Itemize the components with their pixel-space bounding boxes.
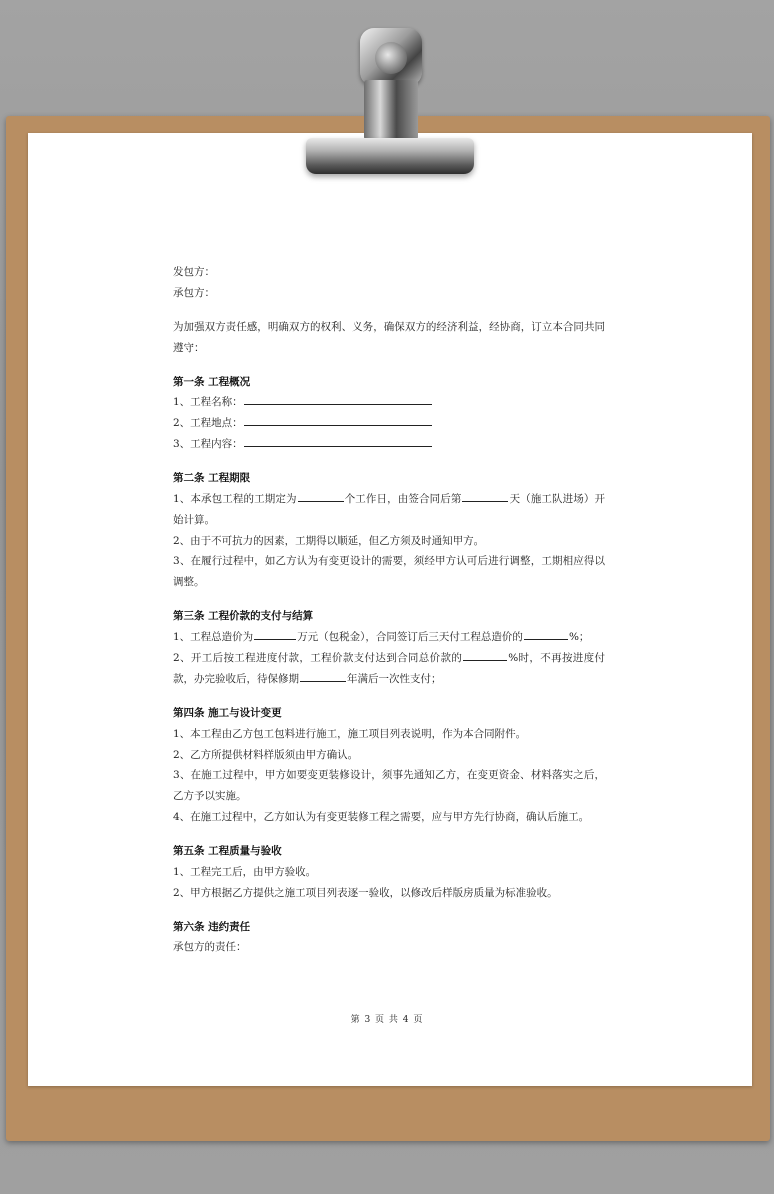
project-location-blank bbox=[244, 414, 432, 426]
binder-clip-hole bbox=[375, 42, 407, 74]
article-2-item-3: 3、在履行过程中，如乙方认为有变更设计的需要，须经甲方认可后进行调整，工期相应得以调整。 bbox=[173, 555, 605, 589]
article-1-title: 第一条 工程概况 bbox=[173, 375, 251, 388]
article-4-item-1: 1、本工程由乙方包工包料进行施工，施工项目列表说明，作为本合同附件。 bbox=[173, 727, 527, 740]
article-1-item-2 bbox=[173, 413, 605, 434]
progress-percent-blank bbox=[463, 649, 507, 661]
article-2-item-2: 2、由于不可抗力的因素，工期得以顺延，但乙方须及时通知甲方。 bbox=[173, 534, 485, 547]
article-3-item-2: 2、开工后按工程进度付款，工程价款支付达到合同总价款的 %时，不再按进度付款，办完验收后，待保修期 年满后一次性支付； bbox=[173, 648, 605, 690]
project-location-label: 2、工程地点： bbox=[173, 417, 243, 430]
article-6-title: 第六条 违约责任 bbox=[173, 920, 251, 933]
total-price-blank bbox=[254, 628, 296, 640]
project-name-blank bbox=[244, 393, 432, 405]
binder-clip-icon bbox=[306, 138, 474, 174]
article-6-item-1: 承包方的责任： bbox=[173, 941, 247, 954]
article-4-title: 第四条 施工与设计变更 bbox=[173, 706, 282, 719]
warranty-years-blank bbox=[300, 670, 346, 682]
start-day-blank bbox=[462, 490, 508, 502]
article-3-item-1: 1、工程总造价为 万元（包税金），合同签订后三天付工程总造价的 %； bbox=[173, 627, 605, 648]
article-4-item-3: 3、在施工过程中，甲方如要变更装修设计，须事先通知乙方，在变更资金、材料落实之后，乙方予以实施。 bbox=[173, 769, 605, 803]
article-4-item-2: 2、乙方所提供材料样版须由甲方确认。 bbox=[173, 748, 359, 761]
party-b-label: 承包方： bbox=[173, 286, 215, 299]
preamble: 为加强双方责任感，明确双方的权利、义务，确保双方的经济利益，经协商，订立本合同共同遵守： bbox=[173, 320, 605, 354]
article-3-title: 第三条 工程价款的支付与结算 bbox=[173, 610, 314, 623]
duration-days-blank bbox=[298, 490, 344, 502]
project-content-blank bbox=[244, 435, 432, 447]
party-a-label: 发包方： bbox=[173, 266, 215, 278]
article-5-title: 第五条 工程质量与验收 bbox=[173, 845, 282, 858]
article-1-item-1 bbox=[173, 392, 605, 413]
article-4-item-4: 4、在施工过程中，乙方如认为有变更装修工程之需要，应与甲方先行协商，确认后施工。 bbox=[173, 811, 590, 824]
article-5-item-1: 1、工程完工后，由甲方验收。 bbox=[173, 865, 317, 878]
binder-clip-neck bbox=[364, 80, 418, 140]
article-5-item-2: 2、甲方根据乙方提供之施工项目列表逐一验收，以修改后样版房质量为标准验收。 bbox=[173, 886, 558, 899]
project-name-label: 1、工程名称： bbox=[173, 396, 243, 409]
contract-body bbox=[173, 262, 605, 958]
project-content-label: 3、工程内容： bbox=[173, 437, 243, 450]
article-2-item-1: 1、本承包工程的工期定为 个工作日，由签合同后第 天（施工队进场）开始计算。 bbox=[173, 489, 605, 531]
article-2-title: 第二条 工程期限 bbox=[173, 471, 251, 484]
advance-percent-blank bbox=[524, 628, 568, 640]
article-1-item-3 bbox=[173, 434, 605, 455]
page-number: 第 3 页 共 4 页 bbox=[350, 1015, 424, 1025]
